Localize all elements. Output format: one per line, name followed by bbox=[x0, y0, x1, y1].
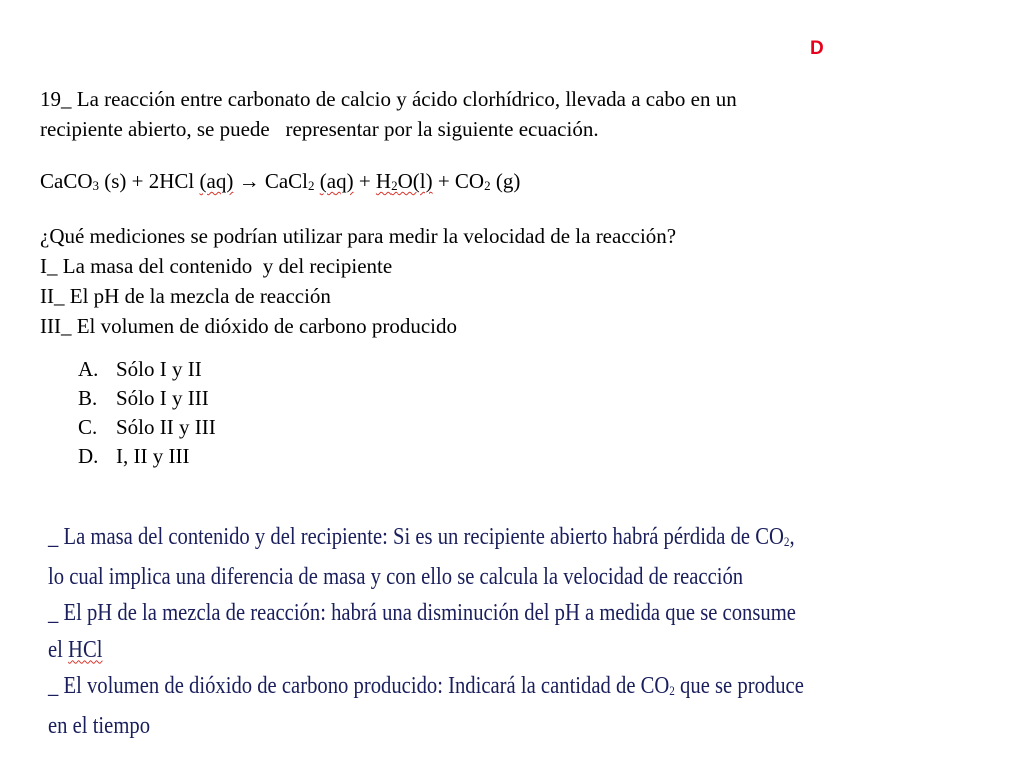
measurement-item: III_ El volumen de dióxido de carbono producido bbox=[40, 314, 457, 338]
explanation-line-4: el HCl bbox=[48, 636, 103, 663]
explanation-line-3: _ El pH de la mezcla de reacción: habrá una disminución del pH a medida que se consume bbox=[48, 600, 796, 626]
spellcheck-underline: (aq) bbox=[319, 169, 354, 193]
question-stem-line-2: recipiente abierto, se puede representar por la siguiente ecuación. bbox=[40, 117, 599, 141]
option-d: D. I, II y III bbox=[78, 444, 190, 468]
option-c: C. Sólo II y III bbox=[78, 415, 216, 439]
option-a: A. Sólo I y II bbox=[78, 357, 202, 381]
spellcheck-underline: HCl bbox=[68, 636, 103, 663]
measurement-item: I_ La masa del contenido y del recipiente bbox=[40, 254, 393, 278]
spellcheck-underline: (aq) bbox=[199, 169, 234, 193]
measurement-item: II_ El pH de la mezcla de reacción bbox=[40, 284, 331, 308]
answer-key-label: D bbox=[810, 38, 824, 59]
explanation-line-1: _ La masa del contenido y del recipiente: Si es un recipiente abierto habrá pérdida de $CO_2$, bbox=[48, 524, 795, 550]
option-b: B. Sólo I y III bbox=[78, 386, 209, 410]
question-prompt: ¿Qué mediciones se podrían utilizar para medir la velocidad de la reacción? bbox=[40, 224, 677, 248]
explanation-line-2: lo cual implica una diferencia de masa y con ello se calcula la velocidad de reacción bbox=[48, 563, 744, 590]
question-block bbox=[40, 84, 970, 471]
answer-options bbox=[78, 355, 970, 471]
spellcheck-underline: $H_2O(l)$ bbox=[375, 169, 433, 193]
explanation-block bbox=[48, 519, 865, 744]
chemical-equation: CaCO$_3$ (s) + 2HCl (aq) → CaCl$_2$ $(aq) + H_2O(l) + CO_2$ (g) bbox=[40, 169, 521, 193]
explanation-line-5: _ El volumen de dióxido de carbono producido: Indicará la cantidad de $CO_2$ que se produce bbox=[48, 673, 804, 699]
question-stem-line-1: 19_ La reacción entre carbonato de calcio y ácido clorhídrico, llevada a cabo en un bbox=[40, 87, 737, 111]
explanation-line-6: en el tiempo bbox=[48, 712, 151, 739]
